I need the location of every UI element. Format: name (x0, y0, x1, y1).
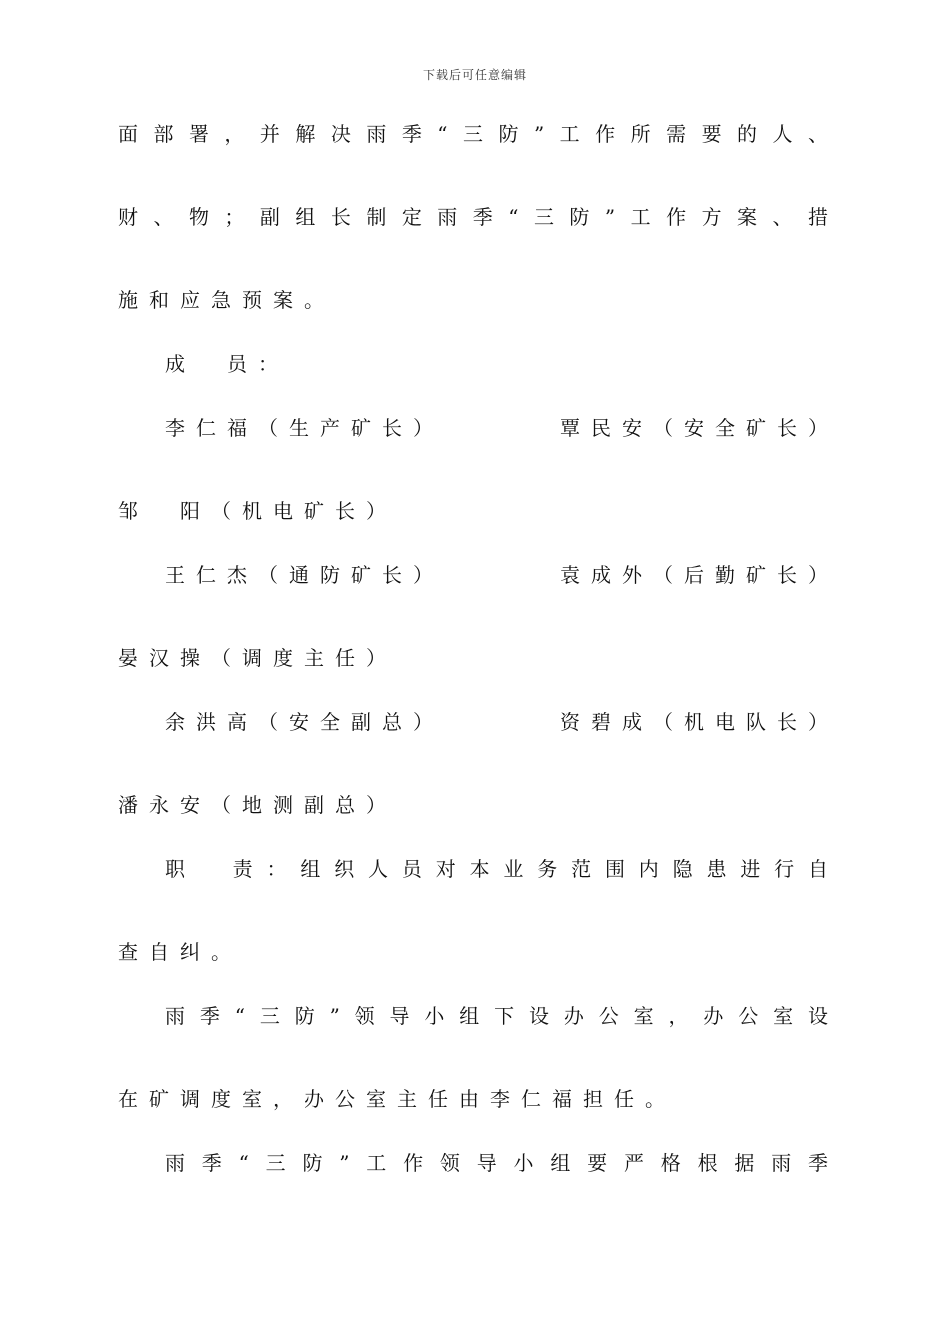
text-line: 在矿调度室，办公室主任由李仁福担任。 (118, 1087, 676, 1111)
text-line: 财、物；副组长制定雨季“三防”工作方案、措 (118, 205, 828, 229)
text-line: 查自纠。 (118, 940, 242, 964)
member-row (165, 707, 839, 737)
text-line: 面部署，并解决雨季“三防”工作所需要的人、 (118, 122, 828, 146)
member-entry: 潘永安（地测副总） (118, 793, 397, 817)
member-entry: 覃民安（安全矿长） (560, 416, 839, 440)
text-line: 雨季“三防”领导小组下设办公室，办公室设 (165, 1004, 828, 1028)
member-entry: 李仁福（生产矿长） (165, 416, 444, 440)
members-label: 成 员： (165, 352, 289, 376)
duties-line: 职 责：组织人员对本业务范围内隐患进行自 (165, 857, 828, 881)
page-header: 下载后可任意编辑 (422, 68, 527, 82)
member-entry: 袁成外（后勤矿长） (560, 563, 839, 587)
member-entry: 王仁杰（通防矿长） (165, 563, 444, 587)
text-line: 雨季“三防”工作领导小组要严格根据雨季 (165, 1151, 828, 1175)
text-line: 施和应急预案。 (118, 288, 335, 312)
member-entry: 晏汉操（调度主任） (118, 646, 397, 670)
member-entry: 资碧成（机电队长） (560, 710, 839, 734)
member-entry: 邹 阳（机电矿长） (118, 499, 397, 523)
member-row (165, 560, 839, 590)
member-row (165, 413, 839, 443)
member-entry: 余洪高（安全副总） (165, 710, 444, 734)
